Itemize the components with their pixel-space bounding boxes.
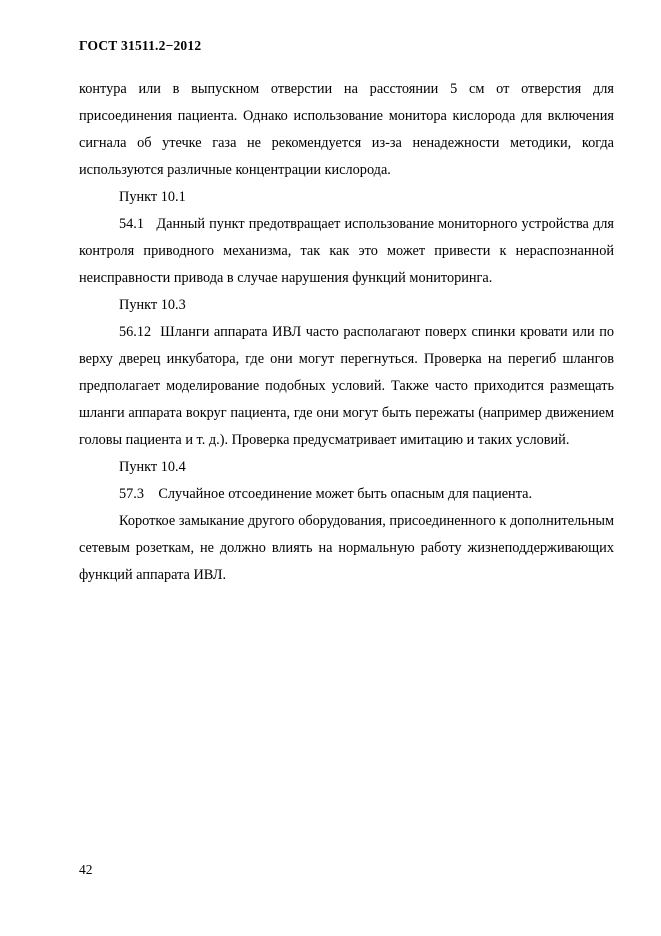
- paragraph-54-1: 54.1 Данный пункт предотвращает использование мониторного устройства для контроля приводного механизма, так как это может привести к нераспознанной неисправности привода в случае нарушения функций мониторинга.: [79, 216, 618, 286]
- paragraph-56-12: 56.12 Шланги аппарата ИВЛ часто располагают поверх спинки кровати или по верху дверец инкубатора, где они могут перегнуться. Проверка на перегиб шлангов предполагает моделирование подобных условий. Также часто приходится размещать шланги аппарата вокруг пациента, где они могут быть пережаты (например движением головы пациента и т. д.). Проверка предусматривает имитацию и таких условий.: [79, 324, 618, 448]
- paragraph-57-3: 57.3 Случайное отсоединение может быть опасным для пациента.: [119, 486, 533, 502]
- clause-heading-10-3: Пункт 10.3: [119, 297, 186, 313]
- clause-heading-10-4: Пункт 10.4: [119, 459, 186, 475]
- paragraph-short-circuit: Короткое замыкание другого оборудования, присоединенного к дополнительным сетевым розеткам, не должно влиять на нормальную работу жизнеподдерживающих функций аппарата ИВЛ.: [79, 513, 614, 583]
- page-number: 42: [79, 862, 93, 877]
- document-body: [79, 76, 618, 589]
- clause-heading-10-1: Пункт 10.1: [119, 189, 186, 205]
- paragraph-continuation: контура или в выпускном отверстии на расстоянии 5 см от отверстия для присоединения пациента. Однако использование монитора кислорода для включения сигнала об утечке газа не рекомендуется из-за ненадежности методики, когда используются различные концентрации кислорода.: [79, 81, 614, 178]
- document-header: ГОСТ 31511.2−2012: [79, 38, 202, 53]
